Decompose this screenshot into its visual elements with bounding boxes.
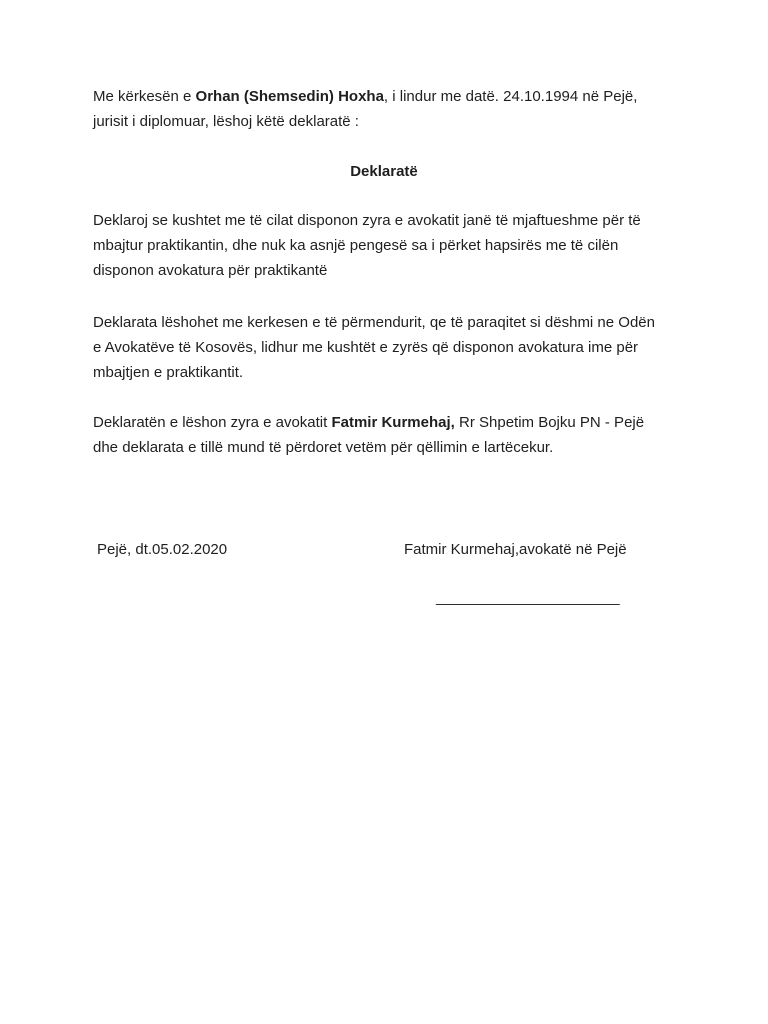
intro-paragraph: [93, 84, 693, 134]
place-date: Pejë, dt.05.02.2020: [97, 541, 228, 558]
intro-line-1-rest: , i lindur me datë. 24.10.1994 në Pejë,: [383, 88, 638, 105]
intro-line-1: [93, 84, 693, 109]
paragraph-3: [93, 410, 693, 460]
paragraph-2-line-2: e Avokatëve të Kosovës, lidhur me kushtët e zyrës që disponon avokatura ime për: [93, 339, 639, 356]
signatory-name: Fatmir Kurmehaj,avokatë në Pejë: [404, 541, 627, 558]
paragraph-3-line-1: [93, 410, 693, 435]
lawyer-name: Fatmir Kurmehaj,: [331, 414, 455, 431]
paragraph-1-line-1: Deklaroj se kushtet me të cilat disponon zyra e avokatit janë të mjaftueshme për të: [93, 212, 641, 229]
paragraph-1: [93, 208, 693, 283]
intro-line-2: jurisit i diplomuar, lëshoj këtë deklaratë :: [93, 113, 359, 130]
paragraph-2: [93, 310, 693, 385]
paragraph-2-line-1: Deklarata lëshohet me kerkesen e të përmendurit, qe të paraqitet si dëshmi ne Odën: [93, 314, 655, 331]
paragraph-1-line-3: disponon avokatura për praktikantë: [93, 262, 328, 279]
intro-prefix: Me kërkesën e: [93, 88, 196, 105]
paragraph-1-line-2: mbajtur praktikantin, dhe nuk ka asnjë pengesë sa i përket hapsirës me të cilën: [93, 237, 619, 254]
paragraph-3-prefix: Deklaratën e lëshon zyra e avokatit: [93, 414, 332, 431]
paragraph-3-line-2: dhe deklarata e tillë mund të përdoret vetëm për qëllimin e lartëcekur.: [93, 439, 554, 456]
signature-line: ______________________: [436, 589, 620, 606]
paragraph-3-line-1-rest: Rr Shpetim Bojku PN - Pejë: [454, 414, 645, 431]
document-title: Deklaratë: [350, 163, 418, 180]
paragraph-2-line-3: mbajtjen e praktikantit.: [93, 364, 244, 381]
applicant-name: Orhan (Shemsedin) Hoxha: [195, 88, 384, 105]
